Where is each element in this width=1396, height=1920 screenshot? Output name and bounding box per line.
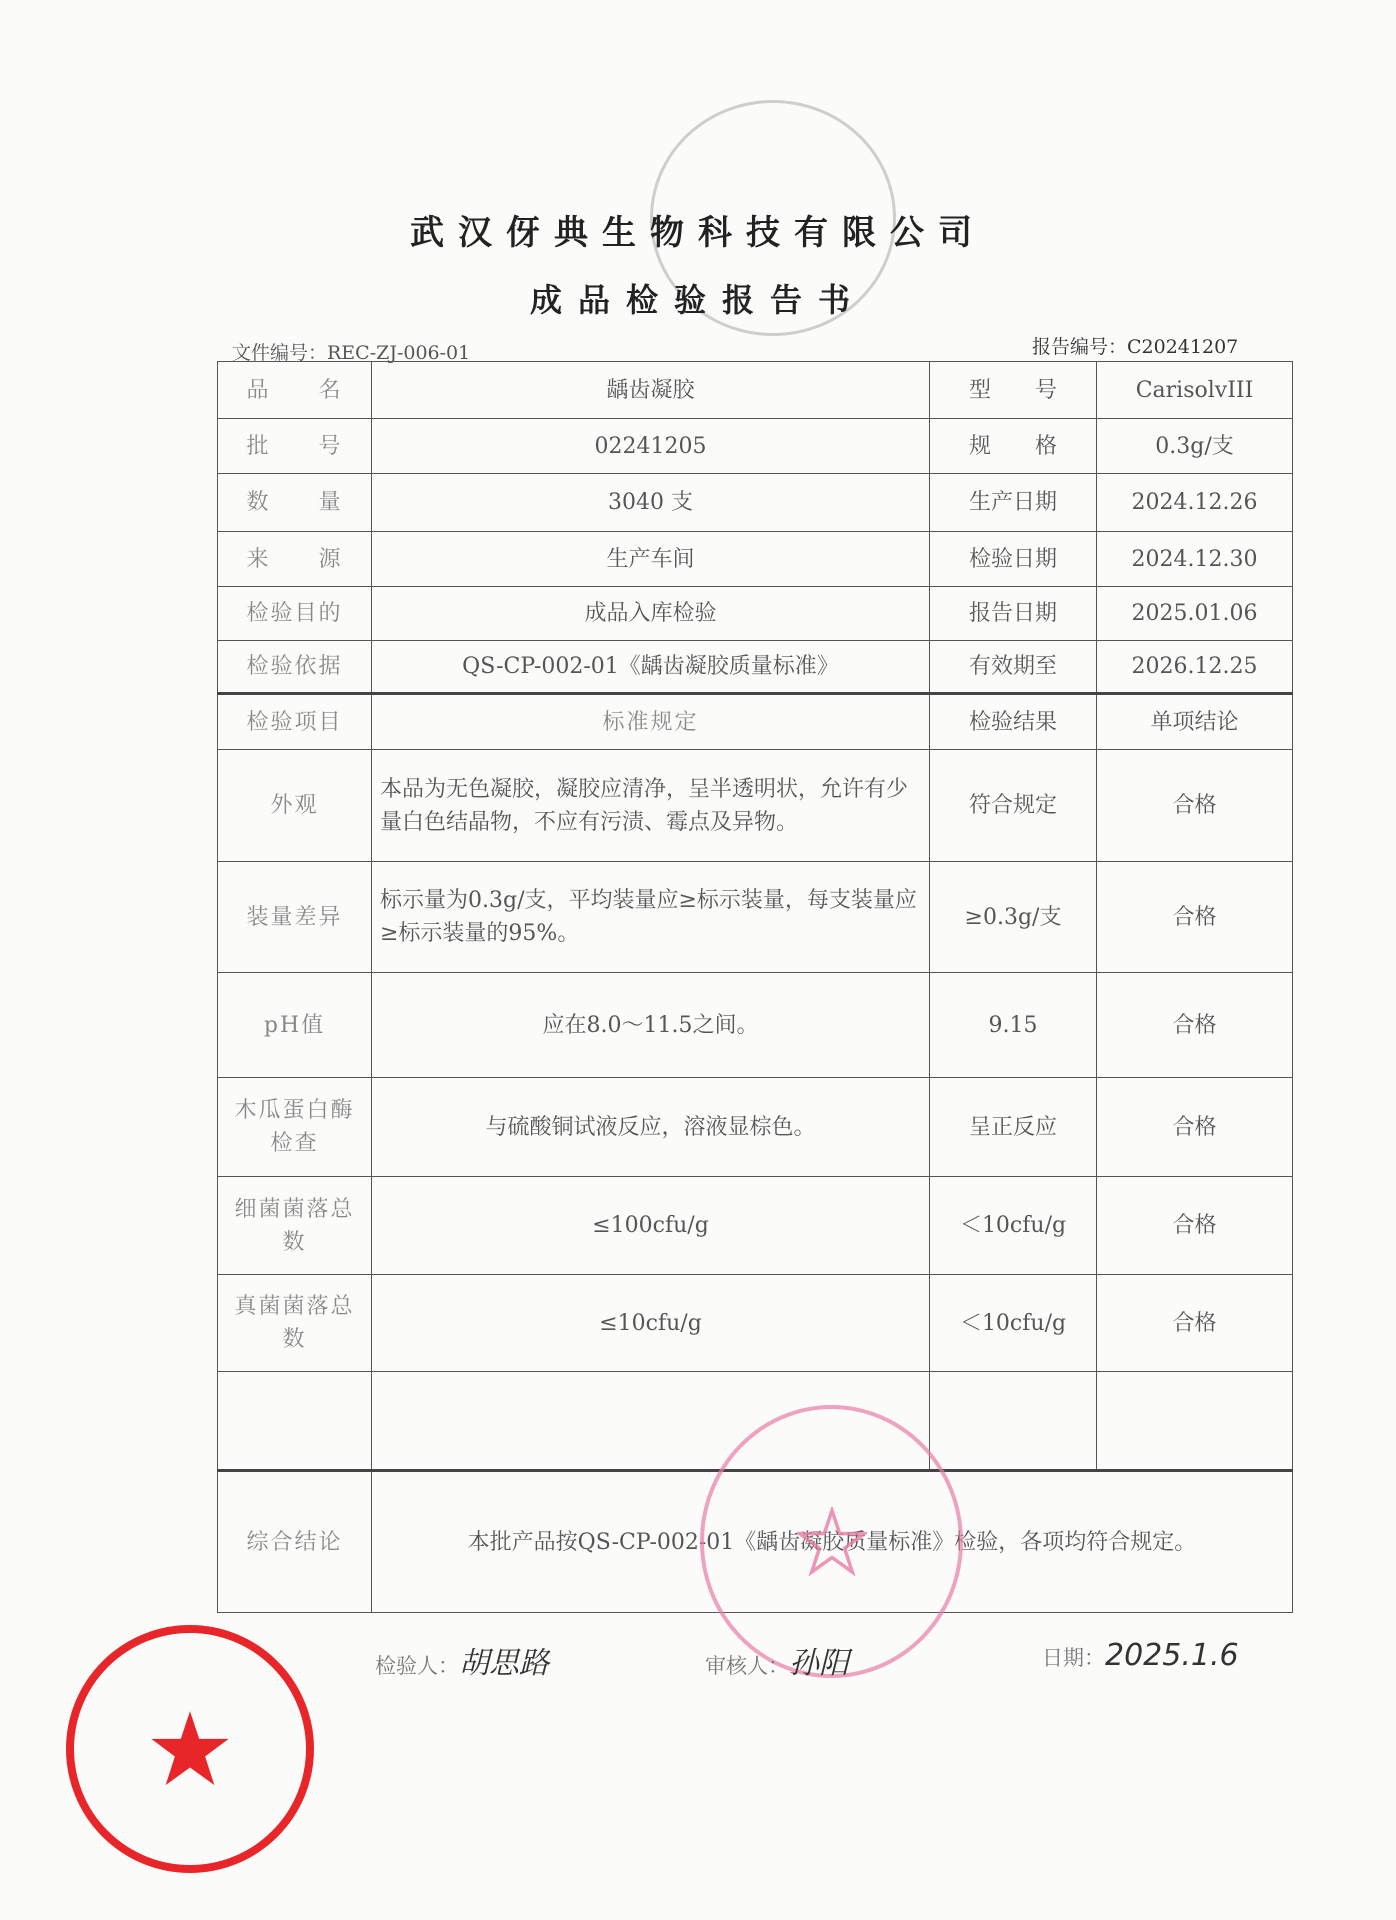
info-row [218, 587, 1293, 641]
test-item: 木瓜蛋白酶检查 [218, 1078, 372, 1177]
info-row [218, 419, 1293, 474]
test-conclusion: 合格 [1097, 1275, 1293, 1372]
test-row [218, 862, 1293, 973]
test-result: ＜10cfu/g [930, 1275, 1097, 1372]
test-result: ≥0.3g/支 [930, 862, 1097, 973]
reviewer-signature: 审核人：孙阳 [705, 1646, 849, 1681]
info-label: 检验日期 [930, 532, 1097, 587]
test-item: 细菌菌落总数 [218, 1177, 372, 1275]
test-result: 9.15 [930, 973, 1097, 1078]
info-value: 2026.12.25 [1097, 641, 1293, 694]
info-value: 龋齿凝胶 [372, 362, 930, 419]
summary-label: 综合结论 [218, 1471, 372, 1613]
test-row [218, 1275, 1293, 1372]
info-label: 检验依据 [218, 641, 372, 694]
info-label: 有效期至 [930, 641, 1097, 694]
test-conclusion: 合格 [1097, 750, 1293, 862]
report-title: 成品检验报告书 [529, 281, 866, 319]
test-result: ＜10cfu/g [930, 1177, 1097, 1275]
date-signature: 日期：2025.1.6 [1042, 1638, 1239, 1673]
info-row [218, 362, 1293, 419]
test-conclusion: 合格 [1097, 973, 1293, 1078]
test-conclusion: 合格 [1097, 862, 1293, 973]
stamp-star-icon [148, 1707, 232, 1791]
info-label: 生产日期 [930, 474, 1097, 532]
company-name: 武汉伢典生物科技有限公司 [410, 213, 986, 253]
test-standard: 与硫酸铜试液反应，溶液显棕色。 [372, 1078, 930, 1177]
header-conclusion: 单项结论 [1097, 694, 1293, 750]
info-row [218, 532, 1293, 587]
info-label: 批 号 [218, 419, 372, 474]
info-value: 02241205 [372, 419, 930, 474]
test-item: 外观 [218, 750, 372, 862]
info-row [218, 474, 1293, 532]
info-value: CarisolvIII [1097, 362, 1293, 419]
report-table [217, 361, 1293, 1613]
report-number: 报告编号：C20241207 [1032, 336, 1239, 358]
info-value: 2024.12.26 [1097, 474, 1293, 532]
info-label: 品 名 [218, 362, 372, 419]
test-conclusion: 合格 [1097, 1078, 1293, 1177]
test-standard: ≤10cfu/g [372, 1275, 930, 1372]
empty-row [218, 1372, 1293, 1471]
info-value: 成品入库检验 [372, 587, 930, 641]
test-item: pH值 [218, 973, 372, 1078]
test-standard: 标示量为0.3g/支，平均装量应≥标示装量，每支装量应≥标示装量的95%。 [372, 862, 930, 973]
header-item: 检验项目 [218, 694, 372, 750]
info-value: 生产车间 [372, 532, 930, 587]
inspector-signature: 检验人：胡思路 [375, 1646, 549, 1681]
info-label: 来 源 [218, 532, 372, 587]
test-row [218, 1078, 1293, 1177]
test-result: 符合规定 [930, 750, 1097, 862]
info-label: 数 量 [218, 474, 372, 532]
header-result: 检验结果 [930, 694, 1097, 750]
test-row [218, 973, 1293, 1078]
test-header-row [218, 694, 1293, 750]
summary-row [218, 1471, 1293, 1613]
test-standard: 应在8.0～11.5之间。 [372, 973, 930, 1078]
test-item: 装量差异 [218, 862, 372, 973]
summary-text: 本批产品按QS-CP-002-01《龋齿凝胶质量标准》检验，各项均符合规定。 [372, 1471, 1293, 1613]
info-value: 0.3g/支 [1097, 419, 1293, 474]
info-row [218, 641, 1293, 694]
info-label: 型 号 [930, 362, 1097, 419]
red-quality-stamp [66, 1625, 314, 1873]
test-standard: ≤100cfu/g [372, 1177, 930, 1275]
test-row [218, 750, 1293, 862]
info-label: 报告日期 [930, 587, 1097, 641]
test-result: 呈正反应 [930, 1078, 1097, 1177]
test-conclusion: 合格 [1097, 1177, 1293, 1275]
test-row [218, 1177, 1293, 1275]
file-number: 文件编号：REC-ZJ-006-01 [232, 342, 471, 364]
info-value: 3040 支 [372, 474, 930, 532]
info-value: 2025.01.06 [1097, 587, 1293, 641]
test-standard: 本品为无色凝胶，凝胶应清净，呈半透明状，允许有少量白色结晶物，不应有污渍、霉点及异物。 [372, 750, 930, 862]
info-label: 规 格 [930, 419, 1097, 474]
header-standard: 标准规定 [372, 694, 930, 750]
info-value: QS-CP-002-01《龋齿凝胶质量标准》 [372, 641, 930, 694]
test-item: 真菌菌落总数 [218, 1275, 372, 1372]
info-value: 2024.12.30 [1097, 532, 1293, 587]
info-label: 检验目的 [218, 587, 372, 641]
